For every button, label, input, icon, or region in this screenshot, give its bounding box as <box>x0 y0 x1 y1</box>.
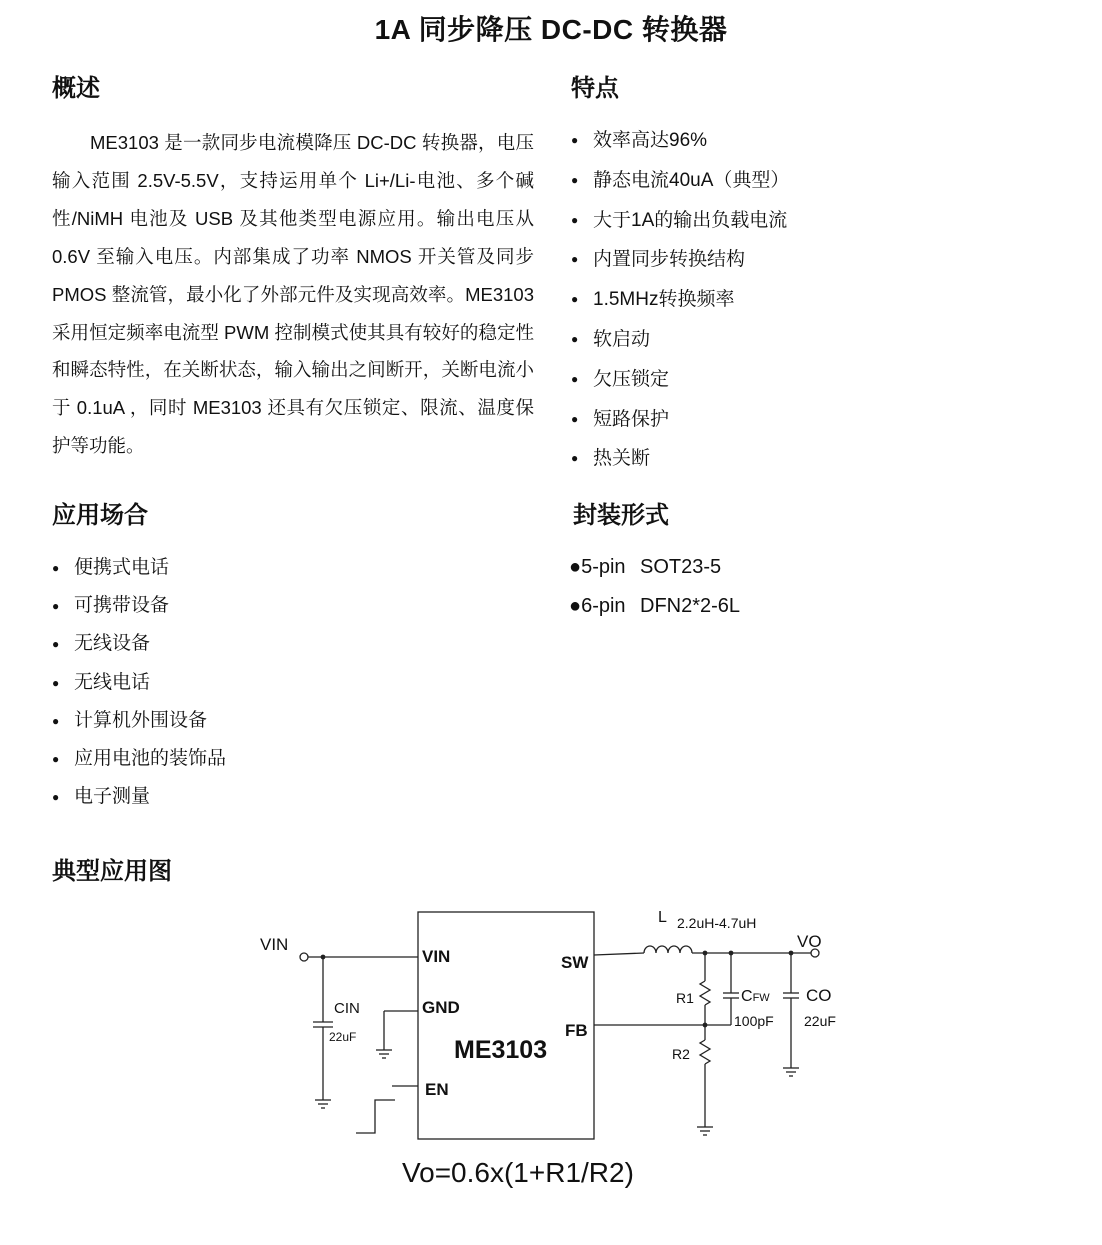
co-label: CO <box>806 986 832 1005</box>
ground-icon <box>376 1050 392 1058</box>
list-item: ● 内置同步转换结构 <box>571 240 789 280</box>
cfw-subscript: FW <box>752 992 770 1004</box>
list-item: ● 热关断 <box>571 439 789 479</box>
enable-signal <box>356 1100 395 1133</box>
package-name: DFN2*2-6L <box>640 595 741 617</box>
junction-dot <box>729 951 734 956</box>
list-item: ● 应用电池的装饰品 <box>52 740 226 778</box>
ground-icon <box>315 1100 331 1108</box>
r1-resistor <box>700 981 710 1005</box>
pin-en-label: EN <box>425 1080 449 1099</box>
list-item: ● 软启动 <box>571 320 789 360</box>
ground-icon <box>697 1127 713 1135</box>
junction-dot <box>321 955 326 960</box>
list-item: ● 可携带设备 <box>52 587 226 625</box>
list-item: ● 1.5MHz转换频率 <box>571 280 789 320</box>
list-item: ● 欠压锁定 <box>571 360 789 400</box>
features-heading: 特点 <box>571 75 619 102</box>
schematic-heading: 典型应用图 <box>52 858 172 885</box>
vin-terminal <box>300 953 308 961</box>
pin-vin-label: VIN <box>422 947 451 966</box>
inductor-icon <box>644 946 692 953</box>
list-item: ● 静态电流40uA（典型） <box>571 161 789 201</box>
inductor-label: L <box>658 909 667 926</box>
pin-fb-label: FB <box>565 1021 588 1040</box>
junction-dot <box>703 951 708 956</box>
package-name: SOT23-5 <box>640 556 722 578</box>
list-item: ● 短路保护 <box>571 400 789 440</box>
packages-heading: 封装形式 <box>573 502 669 529</box>
output-label: VO <box>797 932 822 951</box>
list-item: ● 无线电话 <box>52 664 226 702</box>
list-item: ● 效率高达96% <box>571 121 789 161</box>
package-pins: ●6-pin <box>569 595 626 617</box>
package-pins: ●5-pin <box>569 556 626 578</box>
r2-label: R2 <box>672 1046 690 1062</box>
page-title: 1A 同步降压 DC-DC 转换器 <box>374 14 728 45</box>
input-label: VIN <box>260 935 289 954</box>
applications-heading: 应用场合 <box>52 502 148 529</box>
overview-heading: 概述 <box>52 75 100 102</box>
junction-dot <box>703 1023 708 1028</box>
pin-gnd-label: GND <box>422 998 460 1017</box>
junction-dot <box>789 951 794 956</box>
output-formula: Vo=0.6x(1+R1/R2) <box>402 1157 634 1188</box>
inductor-value: 2.2uH-4.7uH <box>677 915 757 931</box>
list-item: ● 电子测量 <box>52 778 226 816</box>
ground-icon <box>783 1068 799 1076</box>
chip-name: ME3103 <box>454 1036 548 1064</box>
list-item: ● 计算机外围设备 <box>52 702 226 740</box>
list-item: ● 便携式电话 <box>52 549 226 587</box>
list-item: ● 大于1A的输出负载电流 <box>571 201 789 241</box>
r1-label: R1 <box>676 990 694 1006</box>
r2-resistor <box>700 1040 710 1064</box>
overview-text: ME3103 是一款同步电流模降压 DC-DC 转换器，电压输入范围 2.5V-5.5V，支持运用单个 Li+/Li-电池、多个碱性/NiMH 电池及 USB 及其他类型电源应用。输出电压从 0.6V 至输入电压。内部集成了功率 NMOS 开关管及同步 PMOS 整流管，最小化了外部元件及实现高效率。ME3103 采用恒定频率电流型 PWM 控制模式使其具有较好的稳定性和瞬态特性，在关断状态，输入输出之间断开，关断电流小于 0.1uA ，同时 ME3103 还具有欠压锁定、限流、温度保护等功能。 <box>52 132 534 457</box>
cfw-value: 100pF <box>734 1013 774 1029</box>
cfw-label <box>741 988 770 1005</box>
cin-value: 22uF <box>329 1030 357 1044</box>
cin-label: CIN <box>334 1000 360 1017</box>
list-item: ● 无线设备 <box>52 625 226 663</box>
cfw-main: C <box>741 988 753 1005</box>
pin-sw-label: SW <box>561 953 589 972</box>
co-value: 22uF <box>804 1013 836 1029</box>
